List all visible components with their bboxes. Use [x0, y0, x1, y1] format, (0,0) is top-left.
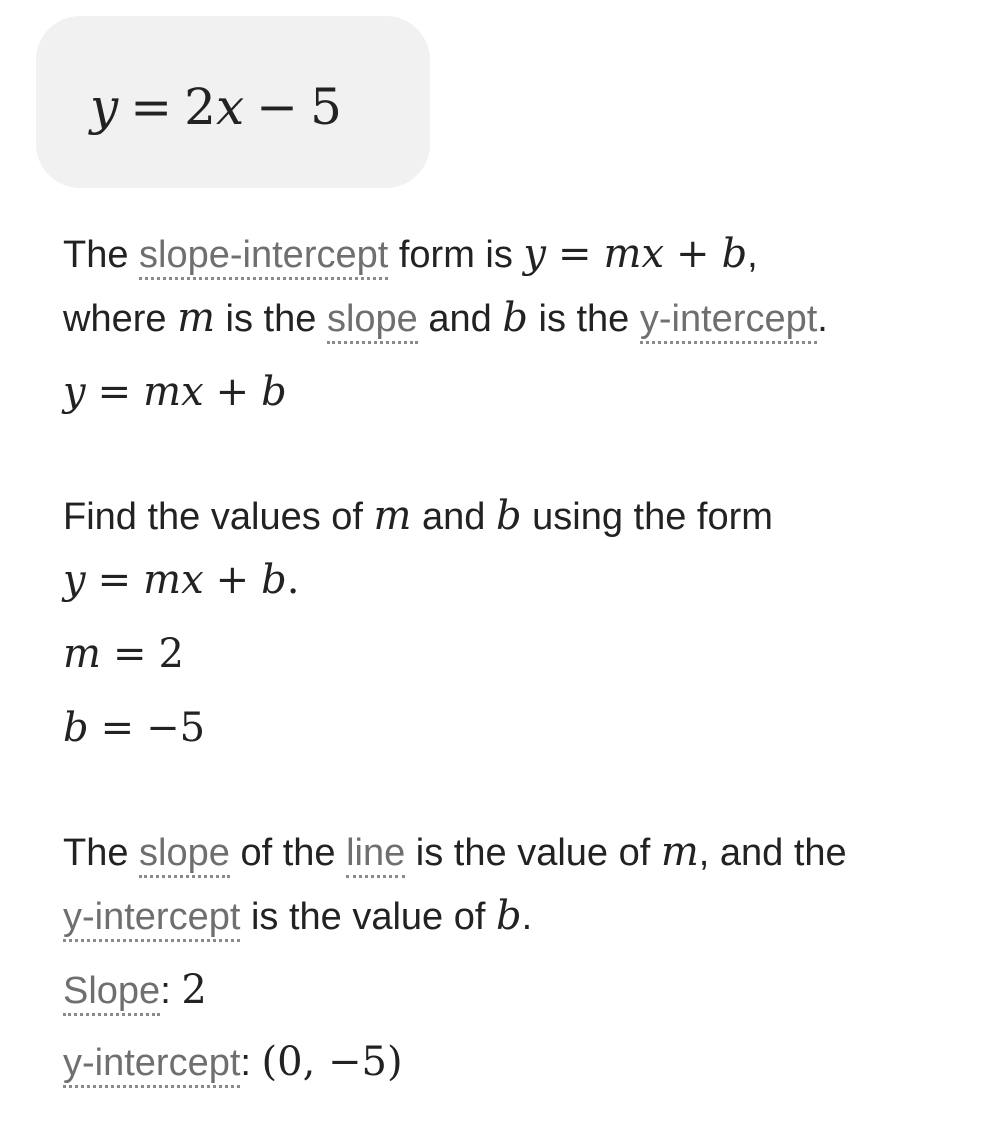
slope-result-label[interactable]: Slope [63, 970, 160, 1016]
math-var-y: y [63, 557, 86, 603]
step1-text: . [817, 298, 828, 340]
step1-text: and [417, 298, 503, 340]
step3-text: is the value of [405, 832, 661, 874]
problem-x: x [215, 78, 245, 136]
math-period: . [286, 557, 300, 603]
step3-text: , and the [698, 832, 847, 874]
math-var-b: b [496, 893, 522, 939]
math-var-m: m [177, 295, 215, 341]
slope-intercept-link[interactable]: slope-intercept [139, 234, 388, 280]
math-var-y: y [523, 231, 547, 277]
step1-line1 [63, 232, 758, 277]
math-var-b: b [495, 493, 522, 539]
step1-text: form is [388, 234, 524, 276]
math-var-x: x [181, 369, 204, 415]
step1-line2 [63, 296, 828, 341]
b-value: −5 [146, 705, 206, 751]
step1-text: is the [527, 298, 640, 340]
y-intercept-result-label[interactable]: y-intercept [63, 1042, 240, 1088]
math-equals: = [97, 557, 132, 603]
step3-text: . [521, 896, 533, 938]
y-intercept-link[interactable]: y-intercept [640, 298, 817, 344]
step1-text: The [63, 234, 140, 276]
line-link[interactable]: line [346, 832, 405, 878]
y-intercept-link[interactable]: y-intercept [63, 896, 240, 942]
step1-text: where [63, 298, 178, 340]
math-plus: + [215, 557, 250, 603]
math-var-m: m [143, 557, 182, 603]
result-colon: : [240, 1042, 262, 1084]
step3-line1 [63, 830, 847, 875]
step2-text: and [411, 496, 496, 538]
b-value-line [63, 706, 205, 750]
math-var-b: b [502, 295, 528, 341]
step2-line1 [63, 494, 773, 539]
slope-value: 2 [181, 967, 207, 1013]
math-equals: = [558, 231, 592, 277]
problem-equals: = [130, 78, 173, 136]
step1-text: , [747, 234, 758, 276]
step3-text: of the [229, 832, 347, 874]
math-var-x: x [181, 557, 204, 603]
step1-text: is the [215, 298, 327, 340]
math-var-b: b [261, 369, 287, 415]
math-var-m: m [373, 493, 412, 539]
result-colon: : [160, 970, 182, 1012]
math-var-x: x [641, 231, 665, 277]
m-value: 2 [158, 631, 184, 677]
math-var-y: y [63, 369, 86, 415]
step2-text: Find the values of [63, 496, 374, 538]
step3-text: The [63, 832, 140, 874]
step3-line2 [63, 894, 532, 939]
slope-link[interactable]: slope [327, 298, 418, 344]
math-var-b: b [261, 557, 287, 603]
math-equals: = [97, 369, 132, 415]
math-var-b: b [63, 705, 89, 751]
problem-coef: 2 [184, 78, 216, 136]
math-var-m: m [660, 829, 699, 875]
math-var-m: m [63, 631, 101, 677]
math-var-m: m [603, 231, 642, 277]
math-equals: = [100, 705, 135, 751]
problem-minus: − [256, 78, 299, 136]
m-value-line [63, 632, 184, 676]
math-var-b: b [721, 231, 748, 277]
problem-card [36, 16, 430, 188]
math-var-m: m [143, 369, 182, 415]
math-plus: + [676, 231, 710, 277]
math-equals: = [112, 631, 147, 677]
step1-formula [63, 370, 287, 414]
y-intercept-value: (0, −5) [261, 1039, 403, 1085]
slope-result [63, 968, 207, 1013]
problem-y: y [90, 78, 119, 136]
y-intercept-result [63, 1040, 403, 1085]
step3-text: is the value of [240, 896, 496, 938]
slope-link[interactable]: slope [139, 832, 230, 878]
problem-const: 5 [310, 78, 342, 136]
math-plus: + [215, 369, 250, 415]
step2-form [63, 558, 299, 602]
problem-equation [90, 78, 342, 136]
step2-text: using the form [521, 496, 773, 538]
